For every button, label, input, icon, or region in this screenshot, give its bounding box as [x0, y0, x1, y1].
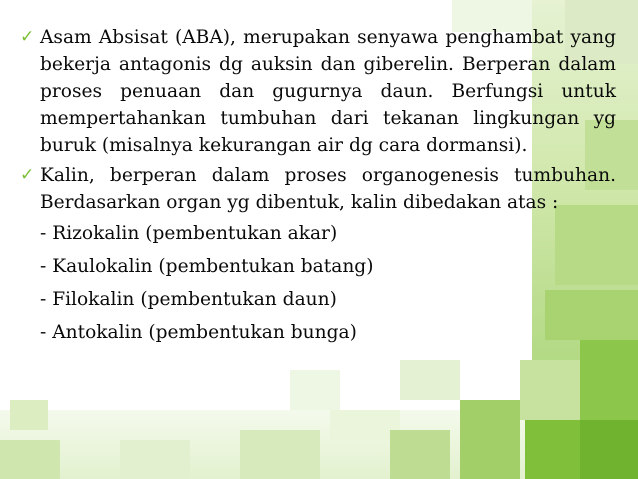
slide-content: [20, 24, 616, 346]
sub-item-rizokalin: - Rizokalin (pembentukan akar): [40, 223, 338, 244]
sub-item-antokalin: - Antokalin (pembentukan bunga): [40, 322, 357, 343]
bullet-aba: [20, 24, 616, 159]
check-icon: ✓: [20, 27, 35, 47]
bullet-kalin-text: Kalin, berperan dalam proses organogenesis tumbuhan. Berdasarkan organ yg dibentuk, kalin dibedakan atas :: [40, 165, 616, 213]
sub-item-filokalin: - Filokalin (pembentukan daun): [40, 289, 337, 310]
sub-item-kaulokalin: - Kaulokalin (pembentukan batang): [40, 256, 374, 277]
bullet-aba-text: Asam Absisat (ABA), merupakan senyawa penghambat yang bekerja antagonis dg auksin dan giberelin. Berperan dalam proses penuaan dan gugurnya daun. Berfungsi untuk mempertahankan tumbuhan dari tekanan lingkungan yg buruk (misalnya kekurangan air dg cara dormansi).: [40, 27, 616, 156]
bullet-kalin: [20, 162, 616, 216]
check-icon: ✓: [20, 165, 35, 185]
